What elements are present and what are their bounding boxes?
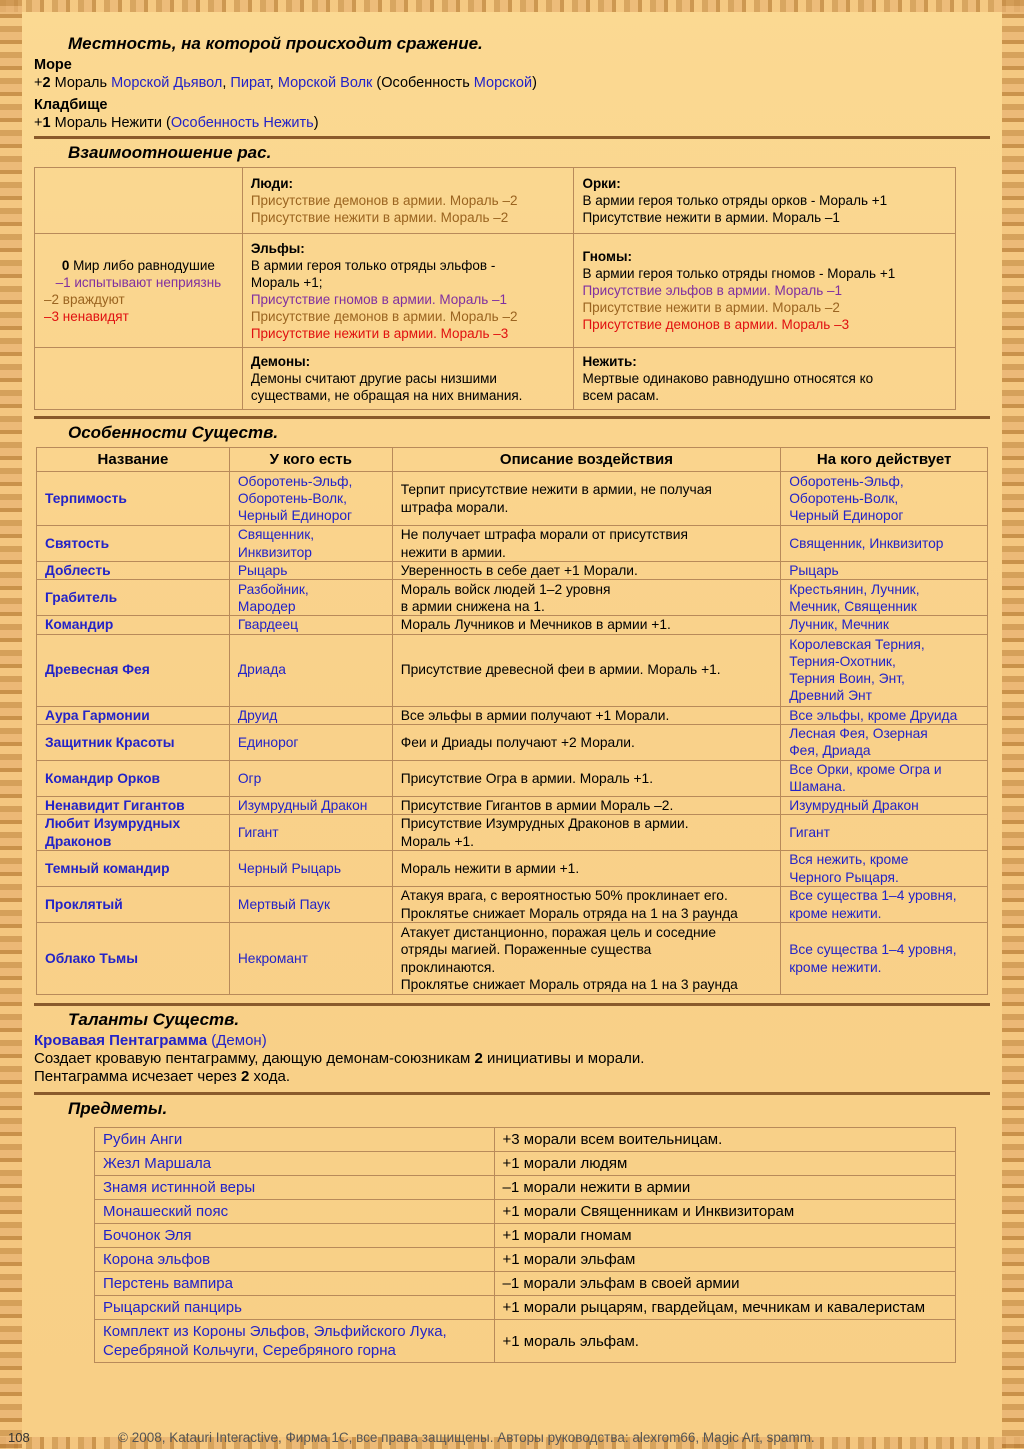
feature-row — [37, 887, 988, 923]
relations-legend: 0 Мир либо равнодушие –1 испытывают неприязнь –2 враждуют –3 ненавидят — [35, 234, 243, 348]
feature-name[interactable]: Доблесть — [37, 562, 230, 580]
feature-name[interactable]: Святость — [37, 526, 230, 562]
talent-line — [34, 1032, 990, 1050]
item-effect: –1 морали нежити в армии — [494, 1176, 955, 1200]
feature-desc: Атакует дистанционно, поражая цель и соседние отряды магией. Пораженные существа проклинаются. Проклятье снижает Мораль отряда на 1 на 3 раунда — [392, 923, 780, 995]
feature-target[interactable]: Гигант — [781, 815, 988, 851]
item-effect: +3 морали всем воительницам. — [494, 1128, 955, 1152]
divider — [34, 416, 990, 419]
item-row — [95, 1224, 956, 1248]
item-row — [95, 1200, 956, 1224]
item-row — [95, 1176, 956, 1200]
link-sea-feature[interactable]: Морской — [473, 75, 533, 91]
link-pirate[interactable]: Пират — [230, 75, 270, 91]
feature-target[interactable]: Все Орки, кроме Огра и Шамана. — [781, 760, 988, 796]
feature-desc: Все эльфы в армии получают +1 Морали. — [392, 706, 780, 724]
feature-owner[interactable]: Оборотень-Эльф, Оборотень-Волк, Черный Единорог — [229, 472, 392, 526]
item-effect: +1 мораль эльфам. — [494, 1320, 955, 1363]
link-sea-wolf[interactable]: Морской Волк — [277, 75, 373, 91]
item-row — [95, 1128, 956, 1152]
ornament-left — [0, 0, 22, 1449]
item-effect: +1 морали эльфам — [494, 1248, 955, 1272]
item-name[interactable]: Жезл Маршала — [95, 1152, 495, 1176]
feature-owner[interactable]: Друид — [229, 706, 392, 724]
sea-title: Море — [34, 57, 72, 73]
relation-orcs: Орки: В армии героя только отряды орков - Мораль +1 Присутствие нежити в армии. Мораль –1 — [574, 168, 956, 234]
feature-desc: Феи и Дриады получают +2 Морали. — [392, 724, 780, 760]
feature-row — [37, 526, 988, 562]
link-sea-devil[interactable]: Морской Дьявол — [111, 75, 223, 91]
col-header-desc: Описание воздействия — [392, 448, 780, 472]
page-number: 108 — [8, 1430, 30, 1445]
feature-owner[interactable]: Мертвый Паук — [229, 887, 392, 923]
cemetery-title: Кладбище — [34, 97, 108, 113]
ornament-top — [0, 0, 1024, 12]
divider — [34, 136, 990, 139]
feature-target[interactable]: Все существа 1–4 уровня, кроме нежити. — [781, 887, 988, 923]
items-body — [95, 1128, 956, 1363]
feature-target[interactable]: Все эльфы, кроме Друида — [781, 706, 988, 724]
talents-heading: Таланты Существ. — [68, 1010, 240, 1030]
copyright: © 2008, Katauri Interactive, Фирма 1С, все права защищены. Авторы руководства: alexrom66, Magic Art, spamm. — [118, 1430, 815, 1445]
feature-name[interactable]: Аура Гармонии — [37, 706, 230, 724]
feature-row — [37, 580, 988, 616]
feature-target[interactable]: Все существа 1–4 уровня, кроме нежити. — [781, 923, 988, 995]
talent-owner[interactable]: (Демон) — [211, 1032, 267, 1050]
item-name[interactable]: Монашеский пояс — [95, 1200, 495, 1224]
feature-owner[interactable]: Черный Рыцарь — [229, 851, 392, 887]
feature-name[interactable]: Древесная Фея — [37, 634, 230, 706]
features-table — [36, 447, 988, 995]
talent-name[interactable]: Кровавая Пентаграмма — [34, 1032, 208, 1050]
feature-name[interactable]: Ненавидит Гигантов — [37, 796, 230, 814]
feature-owner[interactable]: Единорог — [229, 724, 392, 760]
item-row — [95, 1272, 956, 1296]
feature-row — [37, 760, 988, 796]
item-row — [95, 1320, 956, 1363]
feature-owner[interactable]: Разбойник, Мародер — [229, 580, 392, 616]
feature-owner[interactable]: Рыцарь — [229, 562, 392, 580]
items-table — [94, 1127, 956, 1363]
feature-row — [37, 616, 988, 634]
feature-desc: Присутствие древесной феи в армии. Мораль +1. — [392, 634, 780, 706]
feature-desc: Присутствие Гигантов в армии Мораль –2. — [392, 796, 780, 814]
feature-owner[interactable]: Гигант — [229, 815, 392, 851]
feature-target[interactable]: Рыцарь — [781, 562, 988, 580]
feature-owner[interactable]: Огр — [229, 760, 392, 796]
ornament-right — [1002, 0, 1024, 1449]
feature-desc: Атакуя врага, с вероятностью 50% проклинает его. Проклятье снижает Мораль отряда на 1 на 3 раунда — [392, 887, 780, 923]
item-name[interactable]: Перстень вампира — [95, 1272, 495, 1296]
features-heading: Особенности Существ. — [68, 423, 279, 442]
feature-target[interactable]: Лучник, Мечник — [781, 616, 988, 634]
feature-desc: Мораль Лучников и Мечников в армии +1. — [392, 616, 780, 634]
sea-line: +2 Мораль Морской Дьявол, Пират, Морской Волк (Особенность Морской) — [34, 75, 537, 91]
feature-desc: Мораль войск людей 1–2 уровня в армии снижена на 1. — [392, 580, 780, 616]
item-name[interactable]: Рубин Анги — [95, 1128, 495, 1152]
feature-name[interactable]: Защитник Красоты — [37, 724, 230, 760]
feature-name[interactable]: Любит Изумрудных Драконов — [37, 815, 230, 851]
terrain-heading: Местность, на которой происходит сражение. — [68, 34, 483, 53]
feature-row — [37, 562, 988, 580]
feature-row — [37, 815, 988, 851]
feature-target[interactable]: Оборотень-Эльф, Оборотень-Волк, Черный Единорог — [781, 472, 988, 526]
item-name[interactable]: Знамя истинной веры — [95, 1176, 495, 1200]
feature-owner[interactable]: Священник, Инквизитор — [229, 526, 392, 562]
feature-target[interactable]: Изумрудный Дракон — [781, 796, 988, 814]
feature-target[interactable]: Священник, Инквизитор — [781, 526, 988, 562]
feature-target[interactable]: Крестьянин, Лучник, Мечник, Священник — [781, 580, 988, 616]
features-header-row — [37, 448, 988, 472]
feature-target[interactable]: Вся нежить, кроме Черного Рыцаря. — [781, 851, 988, 887]
features-body — [37, 472, 988, 995]
item-name[interactable]: Рыцарский панцирь — [95, 1296, 495, 1320]
feature-desc: Терпит присутствие нежити в армии, не получая штрафа морали. — [392, 472, 780, 526]
item-effect: +1 морали людям — [494, 1152, 955, 1176]
col-header-who: У кого есть — [229, 448, 392, 472]
feature-row — [37, 472, 988, 526]
feature-target[interactable]: Лесная Фея, Озерная Фея, Дриада — [781, 724, 988, 760]
item-effect: –1 морали эльфам в своей армии — [494, 1272, 955, 1296]
feature-desc: Не получает штрафа морали от присутствия нежити в армии. — [392, 526, 780, 562]
relations-heading: Взаимоотношение рас. — [68, 143, 272, 162]
feature-desc: Мораль нежити в армии +1. — [392, 851, 780, 887]
divider — [34, 1092, 990, 1095]
relation-demons: Демоны: Демоны считают другие расы низшими существами, не обращая на них внимания. — [242, 348, 574, 410]
feature-owner[interactable]: Дриада — [229, 634, 392, 706]
feature-name[interactable]: Грабитель — [37, 580, 230, 616]
item-effect: +1 морали Священникам и Инквизиторам — [494, 1200, 955, 1224]
feature-row — [37, 634, 988, 706]
feature-target[interactable]: Королевская Терния, Терния-Охотник, Терния Воин, Энт, Древний Энт — [781, 634, 988, 706]
item-effect: +1 морали рыцарям, гвардейцам, мечникам и кавалеристам — [494, 1296, 955, 1320]
feature-desc: Присутствие Изумрудных Драконов в армии. Мораль +1. — [392, 815, 780, 851]
items-heading: Предметы. — [68, 1099, 168, 1119]
item-row — [95, 1152, 956, 1176]
feature-desc: Уверенность в себе дает +1 Морали. — [392, 562, 780, 580]
talent-desc-2: Пентаграмма исчезает через 2 хода. — [34, 1068, 291, 1086]
feature-desc: Присутствие Огра в армии. Мораль +1. — [392, 760, 780, 796]
feature-row — [37, 851, 988, 887]
item-name[interactable]: Комплект из Короны Эльфов, Эльфийского Лука, Серебряной Кольчуги, Серебряного горна — [95, 1320, 495, 1363]
relation-undead: Нежить: Мертвые одинаково равнодушно относятся ко всем расам. — [574, 348, 956, 410]
col-header-name: Название — [37, 448, 230, 472]
link-undead-feature[interactable]: Особенность Нежить — [170, 115, 314, 131]
relation-people: Люди: Присутствие демонов в армии. Мораль –2 Присутствие нежити в армии. Мораль –2 — [242, 168, 574, 234]
feature-row — [37, 796, 988, 814]
item-row — [95, 1248, 956, 1272]
content — [34, 30, 990, 1363]
item-effect: +1 морали гномам — [494, 1224, 955, 1248]
talent-desc-1: Создает кровавую пентаграмму, дающую демонам-союзникам 2 инициативы и морали. — [34, 1050, 645, 1068]
feature-name[interactable]: Темный командир — [37, 851, 230, 887]
item-name[interactable]: Бочонок Эля — [95, 1224, 495, 1248]
feature-owner[interactable]: Некромант — [229, 923, 392, 995]
relations-empty-cell-2 — [35, 348, 243, 410]
feature-owner[interactable]: Изумрудный Дракон — [229, 796, 392, 814]
feature-row — [37, 706, 988, 724]
feature-name[interactable]: Терпимость — [37, 472, 230, 526]
item-row — [95, 1296, 956, 1320]
divider — [34, 1003, 990, 1006]
relation-elves: Эльфы: В армии героя только отряды эльфов - Мораль +1; Присутствие гномов в армии. Мораль –1 Присутствие демонов в армии. Мораль –2 Присутствие нежити в армии. Мораль –3 — [242, 234, 574, 348]
feature-row — [37, 724, 988, 760]
feature-name[interactable]: Проклятый — [37, 887, 230, 923]
feature-name[interactable]: Командир — [37, 616, 230, 634]
relations-empty-cell — [35, 168, 243, 234]
cemetery-line: +1 Мораль Нежити (Особенность Нежить) — [34, 115, 319, 131]
feature-row — [37, 923, 988, 995]
feature-name[interactable]: Командир Орков — [37, 760, 230, 796]
item-name[interactable]: Корона эльфов — [95, 1248, 495, 1272]
feature-name[interactable]: Облако Тьмы — [37, 923, 230, 995]
col-header-target: На кого действует — [781, 448, 988, 472]
relations-table — [34, 167, 956, 410]
relation-dwarves: Гномы: В армии героя только отряды гномов - Мораль +1 Присутствие эльфов в армии. Мораль –1 Присутствие нежити в армии. Мораль –2 Присутствие демонов в армии. Мораль –3 — [574, 234, 956, 348]
feature-owner[interactable]: Гвардеец — [229, 616, 392, 634]
